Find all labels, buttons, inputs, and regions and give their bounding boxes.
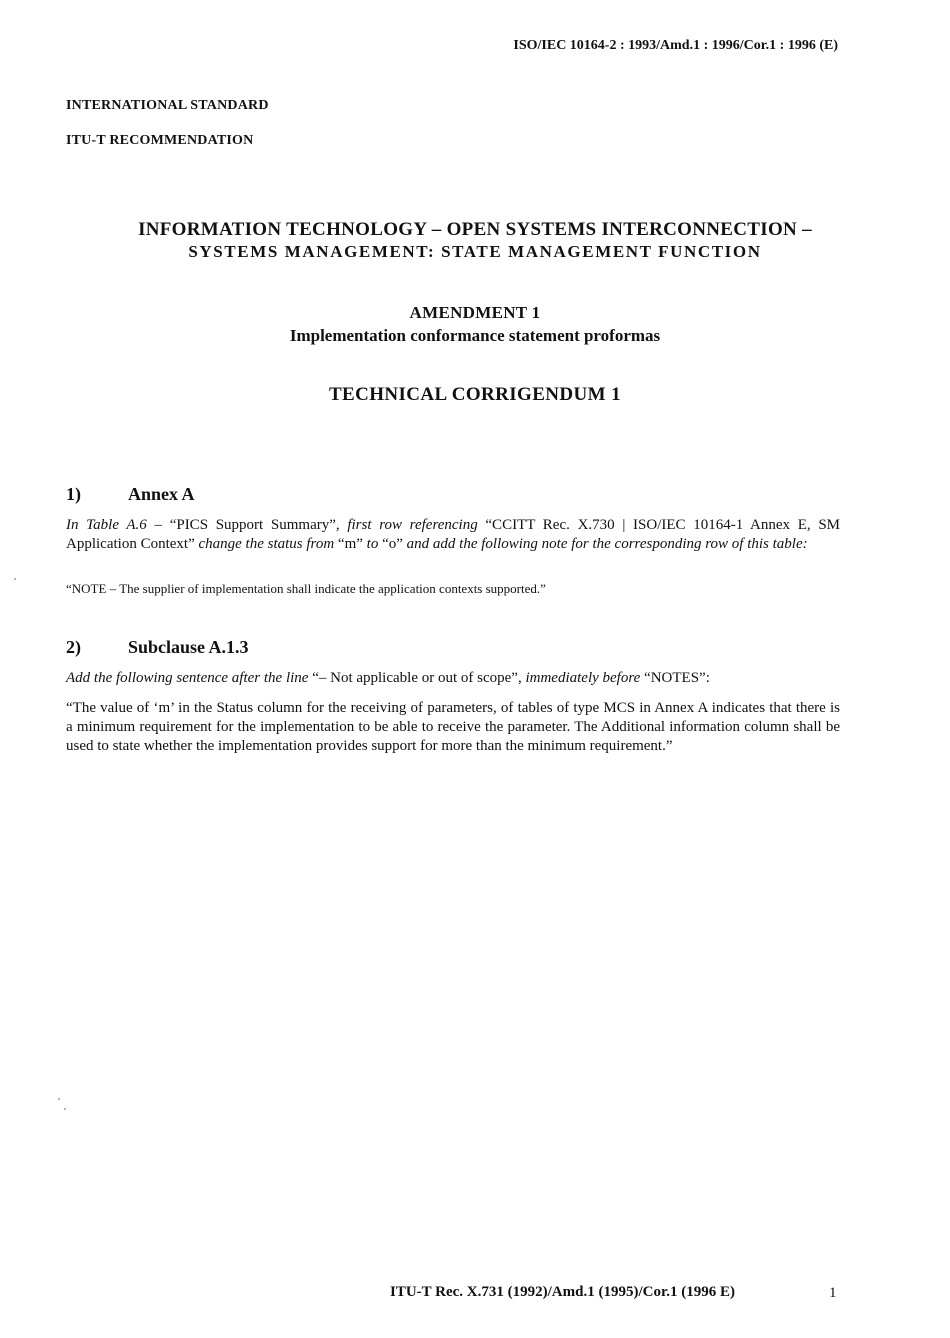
instruction-text: “NOTES”: — [640, 670, 710, 686]
instruction-text: “o” — [378, 536, 407, 552]
page-number: 1 — [829, 1285, 837, 1301]
instruction-text: immediately before — [525, 670, 641, 686]
amendment-subtitle: Implementation conformance statement proformas — [289, 326, 661, 345]
standard-type-label: INTERNATIONAL STANDARD — [66, 98, 269, 113]
instruction-text: Add the following sentence after the line — [66, 670, 309, 686]
document-title-line2: SYSTEMS MANAGEMENT: STATE MANAGEMENT FUNCTION — [188, 242, 762, 261]
header-reference: ISO/IEC 10164-2 : 1993/Amd.1 : 1996/Cor.1 : 1996 (E) — [513, 38, 838, 53]
corrigendum-heading: TECHNICAL CORRIGENDUM 1 — [328, 384, 622, 405]
instruction-text: and add the following note for the corresponding row of this table: — [406, 536, 808, 552]
instruction-text: to — [366, 536, 379, 552]
instruction-text: change the status from — [198, 536, 335, 552]
section-2-quote: “The value of ‘m’ in the Status column for the receiving of parameters, of tables of type MCS in Annex A indicates that there is a minimum requirement for the implementation to be able to receive the parameter. The Additional information column shall be used to state whether the implementation provides support for more than the minimum requirement.” — [66, 700, 840, 754]
scan-speck — [64, 1108, 66, 1110]
scan-speck — [58, 1098, 60, 1100]
section-title: Annex A — [128, 484, 195, 504]
amendment-heading: AMENDMENT 1 — [409, 303, 541, 322]
recommendation-type-label: ITU-T RECOMMENDATION — [66, 133, 254, 148]
section-title: Subclause A.1.3 — [128, 637, 249, 657]
instruction-text: In Table A.6 — [66, 517, 147, 533]
instruction-text: “PICS Support Summary”, — [169, 517, 348, 533]
document-title-line1: INFORMATION TECHNOLOGY – OPEN SYSTEMS INTERCONNECTION – — [138, 219, 812, 240]
instruction-text: first row referencing — [347, 517, 478, 533]
instruction-text: “– Not applicable or out of scope”, — [308, 670, 526, 686]
instruction-text: “CCITT Rec. X.730 | ISO/IEC 10164-1 Annex E, SM Application Context” — [66, 517, 841, 552]
instruction-text: – — [146, 517, 170, 533]
section-1-note: “NOTE – The supplier of implementation shall indicate the application contexts supported.” — [66, 581, 546, 596]
section-2-instruction — [66, 669, 840, 688]
section-number: 2) — [66, 637, 81, 657]
scan-speck — [14, 578, 16, 580]
section-1-instruction — [66, 516, 840, 554]
footer-reference: ITU-T Rec. X.731 (1992)/Amd.1 (1995)/Cor.1 (1996 E) — [390, 1284, 735, 1300]
instruction-text: “m” — [334, 536, 367, 552]
section-number: 1) — [66, 484, 81, 504]
